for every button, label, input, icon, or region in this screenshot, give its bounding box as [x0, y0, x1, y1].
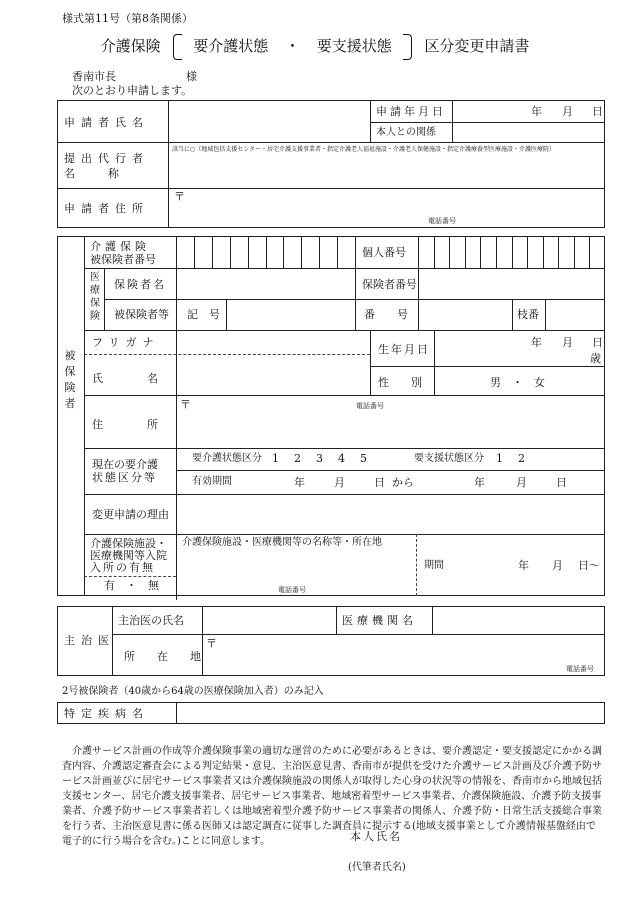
insured-phone-label: 電話番号: [356, 402, 384, 410]
personal-number-cell-divider: [480, 236, 481, 268]
support-level-label: 要支援状態区分: [414, 453, 484, 464]
validity-to-day: 日: [556, 476, 567, 489]
birth-month: 月: [562, 336, 573, 349]
signature-name-label: 本人氏名: [350, 830, 402, 843]
insurer-no-label: 保険者番号: [362, 278, 417, 291]
application-date-label: 申請年月日: [376, 105, 446, 118]
insured-etc-label: 被保険者等: [114, 308, 169, 321]
agent-note: 該当に○（地域包括支援センター・居宅介護支援事業者・指定介護老人福祉施設・介護老人保健施設・指定介護療養型医療施設・介護医療院）: [172, 146, 555, 153]
applicant-postal-mark: 〒: [174, 190, 185, 203]
physician-side-label: 主治医: [64, 634, 115, 647]
number-field[interactable]: [419, 301, 511, 329]
care-levels[interactable]: 1 2 3 4 5: [272, 452, 369, 465]
birth-day: 日: [592, 336, 603, 349]
insurer-name-field[interactable]: [177, 270, 355, 298]
personal-no-label: 個人番号: [362, 246, 406, 259]
current-cert-label-2: 状態区分等: [92, 471, 157, 484]
agent-label-2: 名 称: [64, 167, 119, 180]
reason-field[interactable]: [177, 496, 603, 532]
disease-field[interactable]: [178, 704, 603, 722]
agent-name-field[interactable]: [170, 156, 603, 186]
insurance-number-cell-divider: [230, 236, 231, 268]
insurance-number-cell-divider: [194, 236, 195, 268]
validity-to-year: 年: [474, 476, 485, 489]
care-level-label: 要介護状態区分: [192, 453, 262, 464]
insurance-number-cell-divider: [248, 236, 249, 268]
physician-postal-mark: 〒: [206, 637, 217, 650]
intro-text: 次のとおり申請します。: [72, 84, 193, 97]
period-year: 年: [518, 559, 529, 572]
period-tilde: 日〜: [578, 559, 600, 572]
insurance-no-label-2: 被保険者番号: [90, 253, 156, 266]
proxy-name-field[interactable]: [420, 858, 600, 876]
physician-address-field[interactable]: [220, 637, 602, 663]
personal-number-cell-divider: [574, 236, 575, 268]
furigana-label: フリガナ: [92, 336, 160, 349]
relation-label: 本人との関係: [376, 127, 436, 138]
number-label: 番 号: [364, 308, 408, 321]
category2-heading: 2号被保険者（40歳から64歳の医療保険加入者）のみ記入: [62, 686, 324, 697]
left-bracket: [173, 34, 182, 60]
facility-name-label: 介護保険施設・医療機関等の名称等・所在地: [182, 537, 382, 548]
symbol-label: 記 号: [187, 308, 220, 321]
physician-name-field[interactable]: [204, 608, 334, 632]
period-label: 期間: [424, 560, 444, 571]
validity-from-year: 年: [294, 476, 305, 489]
facility-phone-label: 電話番号: [278, 586, 306, 594]
insurance-number-cell-divider: [266, 236, 267, 268]
addressee-honorific: 様: [186, 70, 197, 83]
facility-name-field[interactable]: [177, 551, 415, 581]
insured-postal-mark: 〒: [180, 398, 191, 411]
insurance-number-cell-divider: [212, 236, 213, 268]
relation-field[interactable]: [454, 124, 604, 141]
page-title: [0, 34, 630, 60]
consent-text: 介護サービス計画の作成等介護保険事業の適切な運営のために必要があるときは、要介護認定・要支援認定にかかる調査内容、介護認定審査会による判定結果・意見、主治医意見書、香南市が提供を受けた介護サービス計画及び介護予防サービス計画並びに居宅サービス事業者又は介護保険施設の関係人が取得した心身の状況等の情報を、香南市から地域包括支援センター、居宅介護支援事業者、居宅サービス事業者、地域密着型サービス事業者、介護保険施設、介護予防支援事業者、介護予防サービス事業者若しくは地域密着型介護予防サービス事業者の関係人、介護予防・日常生活支援総合事業を行う者、主治医意見書に係る医師又は認定調査に従事した調査員に提示する(地域支援事業として介護情報基盤経由で電子的に行う場合を含む。)ことに同意します。: [62, 746, 602, 847]
title-prefix: 介護保険: [100, 37, 161, 55]
title-option-2: 要支援状態: [316, 37, 392, 55]
insured-address-field[interactable]: [177, 410, 603, 446]
insured-name-field[interactable]: [177, 357, 367, 393]
sex-label: 性 別: [378, 376, 422, 389]
date-month: 月: [562, 105, 573, 118]
physician-address-label: 所 在 地: [124, 650, 201, 663]
proxy-name-label: (代筆者氏名): [348, 862, 406, 873]
facility-yes-no[interactable]: 有 ・ 無: [104, 579, 159, 592]
insurer-number-field[interactable]: [419, 270, 604, 298]
current-cert-label-1: 現在の要介護: [92, 458, 158, 471]
personal-number-cell-divider: [512, 236, 513, 268]
title-suffix: 区分変更申請書: [424, 37, 530, 55]
physician-phone-label: 電話番号: [566, 665, 594, 673]
form-number: 様式第11号（第8条関係）: [62, 12, 193, 25]
insurance-number-cell-divider: [319, 236, 320, 268]
insured-side-label: 被 保 険 者: [64, 349, 76, 410]
facility-label-1: 介護保険施設・: [90, 537, 167, 550]
insurer-name-label: 保険者名: [114, 278, 166, 291]
validity-from: から: [392, 476, 414, 489]
insurance-number-cell-divider: [337, 236, 338, 268]
applicant-address-label: 申請者住所: [64, 202, 149, 215]
sex-options[interactable]: 男 ・ 女: [490, 376, 545, 389]
medical-insurance-side-label: 医 療 保 険: [90, 272, 100, 322]
personal-number-cell-divider: [449, 236, 450, 268]
personal-number-cell-divider: [527, 236, 528, 268]
institution-label: 医療機関名: [342, 614, 417, 627]
personal-number-cell-divider: [465, 236, 466, 268]
validity-from-day: 日: [374, 476, 385, 489]
age-unit: 歳: [590, 352, 601, 365]
personal-number-cell-divider: [558, 236, 559, 268]
birth-date-field[interactable]: [436, 332, 604, 364]
title-option-1: 要介護状態: [193, 37, 269, 55]
period-month: 月: [552, 559, 563, 572]
facility-label-2: 医療機関等入院: [90, 549, 167, 562]
disease-label: 特定疾病名: [64, 707, 149, 720]
institution-field[interactable]: [434, 608, 604, 632]
branch-label: 枝番: [517, 308, 539, 321]
application-date-field[interactable]: [454, 102, 604, 121]
personal-number-cell-divider: [543, 236, 544, 268]
date-day: 日: [592, 105, 603, 118]
addressee-mayor: 香南市長: [72, 70, 116, 83]
personal-number-cell-divider: [496, 236, 497, 268]
insurance-no-label-1: 介護保険: [90, 240, 150, 253]
validity-from-month: 月: [334, 476, 345, 489]
personal-number-cell-divider: [434, 236, 435, 268]
facility-label-3: 入所の有無: [90, 561, 155, 574]
applicant-name-label: 申請者氏名: [64, 116, 149, 129]
applicant-address-field[interactable]: [186, 190, 602, 214]
insured-name-label: 氏 名: [92, 372, 158, 385]
validity-to-month: 月: [516, 476, 527, 489]
support-levels[interactable]: 1 2: [496, 452, 527, 465]
agent-label-1: 提出代行者: [64, 152, 149, 165]
validity-label: 有効期間: [192, 476, 232, 487]
applicant-phone-label: 電話番号: [428, 217, 456, 225]
title-dot: ・: [284, 37, 300, 55]
insured-address-label: 住 所: [92, 418, 158, 431]
symbol-field[interactable]: [227, 301, 354, 329]
birth-date-label: 生年月日: [378, 343, 430, 356]
signature-name-field[interactable]: [420, 826, 600, 844]
date-year: 年: [531, 105, 542, 118]
insurance-number-cell-divider: [301, 236, 302, 268]
applicant-name-field[interactable]: [170, 102, 368, 140]
birth-year: 年: [531, 336, 542, 349]
personal-number-cell-divider: [589, 236, 590, 268]
branch-field[interactable]: [546, 301, 604, 329]
insurance-number-cell-divider: [283, 236, 284, 268]
reason-label: 変更申請の理由: [92, 508, 169, 521]
furigana-field[interactable]: [177, 332, 367, 352]
right-bracket: [403, 34, 412, 60]
physician-name-label: 主治医の氏名: [118, 614, 184, 627]
